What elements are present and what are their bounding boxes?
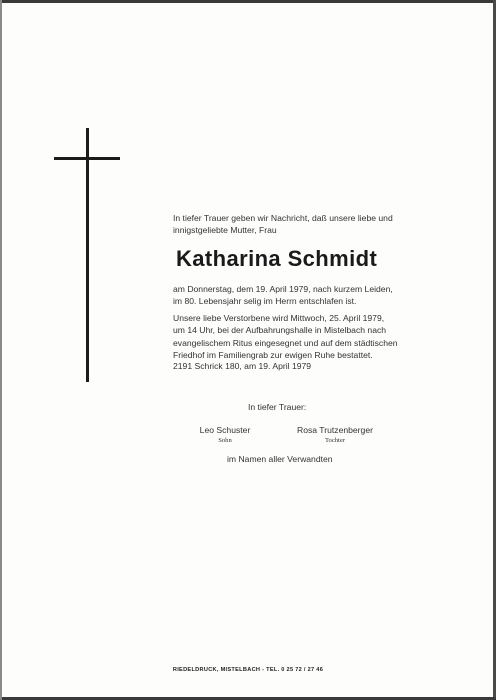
funeral-line: um 14 Uhr, bei der Aufbahrungshalle in Mistelbach nach: [173, 325, 387, 336]
intro-line: In tiefer Trauer geben wir Nachricht, daß unsere liebe und: [173, 213, 393, 223]
death-paragraph: [173, 283, 393, 308]
page-edge-top: [0, 0, 496, 3]
mourner-signature: [190, 425, 260, 445]
page-edge-left: [0, 0, 2, 700]
mourning-heading: In tiefer Trauer:: [248, 402, 307, 412]
deceased-name: Katharina Schmidt: [176, 246, 378, 271]
place-date: 2191 Schrick 180, am 19. April 1979: [173, 361, 312, 371]
mourner-relation: Sohn: [218, 437, 232, 444]
death-line: im 80. Lebensjahr selig im Herrn entschlafen ist.: [173, 296, 357, 307]
funeral-line: Friedhof im Familiengrab zur ewigen Ruhe bestattet.: [173, 350, 373, 361]
funeral-paragraph: [173, 312, 398, 362]
intro-line: innigstgeliebte Mutter, Frau: [173, 225, 277, 236]
mourner-name: Rosa Trutzenberger: [297, 425, 373, 435]
cross-icon-bar: [54, 157, 120, 160]
relatives-line: im Namen aller Verwandten: [227, 454, 333, 464]
funeral-line: Unsere liebe Verstorbene wird Mittwoch, 25. April 1979,: [173, 313, 385, 323]
death-line: am Donnerstag, dem 19. April 1979, nach kurzem Leiden,: [173, 284, 393, 294]
mourner-signature: [285, 425, 385, 445]
funeral-line: evangelischem Ritus eingesegnet und auf dem städtischen: [173, 337, 398, 348]
printer-imprint: RIEDELDRUCK, MISTELBACH - TEL. 0 25 72 / 27 46: [172, 667, 324, 673]
intro-paragraph: [173, 212, 393, 237]
mourner-relation: Tochter: [324, 437, 346, 444]
mourner-name: Leo Schuster: [199, 425, 251, 435]
cross-icon: [86, 128, 89, 382]
